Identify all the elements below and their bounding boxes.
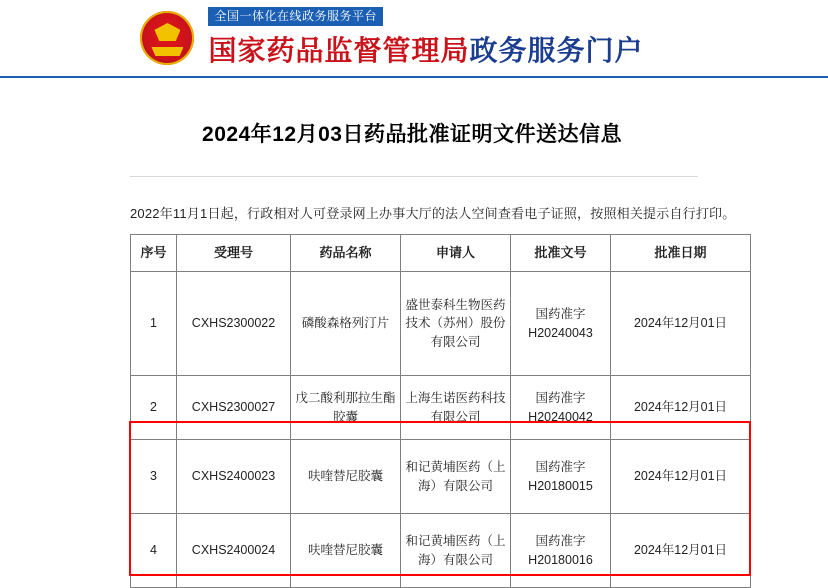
page-content [0,118,828,588]
notice-text: 2022年11月1日起，行政相对人可登录网上办事大厅的法人空间查看电子证照，按照相关提示自行打印。 [130,206,736,221]
cell-applicant: 和记黄埔医药（上海）有限公司 [401,514,511,588]
doc-no-number: H20240043 [528,325,593,340]
col-header-docno: 批准文号 [511,235,611,272]
cell-no: 2 [131,376,177,440]
cell-drug-name: 磷酸森格列汀片 [291,272,401,376]
col-header-accept: 受理号 [177,235,291,272]
cell-accept-no: CXHS2400023 [177,440,291,514]
cell-date: 2024年12月01日 [611,440,751,514]
platform-tagline: 全国一体化在线政务服务平台 [208,7,383,26]
approval-table-wrap [130,234,750,588]
cell-doc-no [511,272,611,376]
cell-accept-no: CXHS2300022 [177,272,291,376]
cell-applicant: 和记黄埔医药（上海）有限公司 [401,440,511,514]
header-brand[interactable] [140,7,643,69]
doc-no-number: H20180015 [528,478,593,493]
cell-date: 2024年12月01日 [611,514,751,588]
national-emblem-icon [140,11,194,65]
page-title: 2024年12月03日药品批准证明文件送达信息 [202,123,622,146]
doc-no-number: H20240042 [528,409,593,424]
table-header-row [131,235,751,272]
agency-name: 国家药品监督管理局 [208,35,470,66]
doc-no-prefix: 国药准字 [535,391,586,406]
cell-no: 3 [131,440,177,514]
cell-applicant: 盛世泰科生物医药技术（苏州）股份有限公司 [401,272,511,376]
cell-doc-no [511,440,611,514]
cell-doc-no [511,514,611,588]
table-row [131,272,751,376]
header-text-block [208,7,643,69]
cell-drug-name: 呋喹替尼胶囊 [291,440,401,514]
doc-no-prefix: 国药准字 [535,460,586,475]
table-row [131,514,751,588]
col-header-no: 序号 [131,235,177,272]
cell-no: 1 [131,272,177,376]
table-row [131,440,751,514]
doc-no-prefix: 国药准字 [535,534,586,549]
cell-date: 2024年12月01日 [611,272,751,376]
cell-accept-no: CXHS2300027 [177,376,291,440]
cell-drug-name: 呋喹替尼胶囊 [291,514,401,588]
doc-no-number: H20180016 [528,552,593,567]
approval-table [130,234,751,588]
cell-no: 4 [131,514,177,588]
site-header [0,0,828,78]
table-row [131,376,751,440]
cell-applicant: 上海生诺医药科技有限公司 [401,376,511,440]
cell-drug-name: 戊二酸利那拉生酯胶囊 [291,376,401,440]
header-title-row [208,29,643,69]
col-header-applicant: 申请人 [401,235,511,272]
col-header-date: 批准日期 [611,235,751,272]
title-divider [130,176,698,177]
cell-date: 2024年12月01日 [611,376,751,440]
portal-name: 政务服务门户 [469,35,644,66]
doc-no-prefix: 国药准字 [535,307,586,322]
cell-accept-no: CXHS2400024 [177,514,291,588]
col-header-drug: 药品名称 [291,235,401,272]
cell-doc-no [511,376,611,440]
